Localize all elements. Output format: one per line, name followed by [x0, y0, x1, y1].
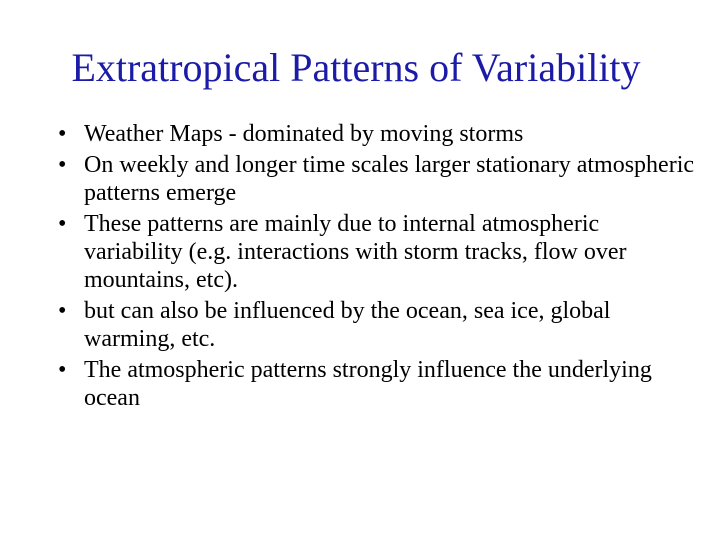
bullet-dot-icon: • — [58, 121, 67, 147]
bullet-list — [58, 120, 698, 415]
bullet-dot-icon: • — [58, 211, 67, 237]
bullet-item — [58, 297, 698, 353]
bullet-item — [58, 356, 698, 412]
bullet-dot-icon: • — [58, 152, 67, 178]
bullet-dot-icon: • — [58, 357, 67, 383]
bullet-item — [58, 210, 698, 294]
bullet-item — [58, 151, 698, 207]
bullet-text: On weekly and longer time scales larger stationary atmospheric patterns emerge — [84, 152, 695, 206]
bullet-text: Weather Maps - dominated by moving storms — [84, 121, 524, 147]
bullet-text: The atmospheric patterns strongly influence the underlying ocean — [84, 357, 652, 411]
slide-title: Extratropical Patterns of Variability — [71, 45, 641, 90]
bullet-dot-icon: • — [58, 298, 67, 324]
bullet-text: but can also be influenced by the ocean, sea ice, global warming, etc. — [84, 298, 611, 352]
bullet-item — [58, 120, 698, 148]
bullet-text: These patterns are mainly due to internal atmospheric variability (e.g. interactions with storm tracks, flow over mountains, etc). — [84, 211, 627, 293]
